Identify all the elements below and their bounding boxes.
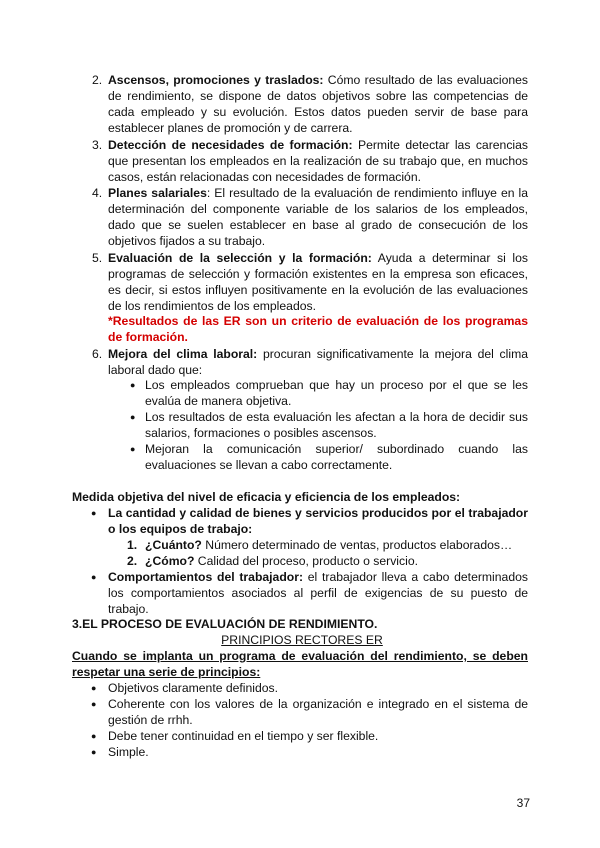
bullet-icon: ● xyxy=(91,508,97,518)
list-number: 2. xyxy=(127,554,138,568)
list-number: 6. xyxy=(92,347,103,361)
list-number: 5. xyxy=(92,251,103,265)
bullet-icon: ● xyxy=(91,699,97,709)
list-item: Planes salariales: El resultado de la evaluación de rendimiento influye en la determinación del componente variable de los salarios de los empleados, dado que se suelen establecer en base al grado de consecución de los objetivos fijados a su trabajo. xyxy=(108,186,528,248)
bullet-icon: ● xyxy=(130,444,136,454)
list-item: Detección de necesidades de formación: Permite detectar las carencias que presentan los empleados en la realización de su trabajo que, en muchos casos, están relacionadas con necesidades de formación. xyxy=(108,138,528,184)
list-item: Evaluación de la selección y la formación: Ayuda a determinar si los programas de selección y formación existentes en la empresa son eficaces, es decir, si estos influyen positivamente en la evolución de las evaluaciones de los rendimientos de los empleados. xyxy=(108,251,528,313)
bullet-icon: ● xyxy=(130,380,136,390)
principios-title: PRINCIPIOS RECTORES ER xyxy=(221,633,383,647)
list-item: Comportamientos del trabajador: el trabajador lleva a cabo determinados los comportamientos asociados al perfil de exigencias de su puesto de trabajo. xyxy=(108,570,528,616)
list-item: Los resultados de esta evaluación les afectan a la hora de decidir sus salarios, formaciones o posibles ascensos. xyxy=(145,410,528,440)
list-item: Debe tener continuidad en el tiempo y ser flexible. xyxy=(108,729,379,743)
bullet-icon: ● xyxy=(91,572,97,582)
page-number: 37 xyxy=(516,796,530,810)
list-item: ¿Cuánto? Número determinado de ventas, productos elaborados… xyxy=(145,538,513,552)
red-note: *Resultados de las ER son un criterio de evaluación de los programas de formación. xyxy=(108,314,528,344)
bullet-icon: ● xyxy=(91,747,97,757)
list-number: 1. xyxy=(127,538,138,552)
list-item: ¿Cómo? Calidad del proceso, producto o servicio. xyxy=(145,554,418,568)
list-item: Mejoran la comunicación superior/ subordinado cuando las evaluaciones se llevan a cabo correctamente. xyxy=(145,442,528,472)
medida-heading: Medida objetiva del nivel de eficacia y eficiencia de los empleados: xyxy=(72,490,461,504)
list-item: Ascensos, promociones y traslados: Cómo resultado de las evaluaciones de rendimiento, se dispone de datos objetivos sobre las competencias de cada empleado y su evolución. Estos datos pueden servir de base para establecer planes de promoción y de carrera. xyxy=(108,73,528,135)
list-item: Objetivos claramente definidos. xyxy=(108,681,279,695)
section-title: 3.EL PROCESO DE EVALUACIÓN DE RENDIMIENTO. xyxy=(72,617,378,631)
list-item: Coherente con los valores de la organización e integrado en el sistema de gestión de rrhh. xyxy=(108,697,528,727)
list-item: Los empleados comprueban que hay un proceso por el que se les evalúa de manera objetiva. xyxy=(145,378,528,408)
bullet-icon: ● xyxy=(130,412,136,422)
list-number: 2. xyxy=(92,73,103,87)
list-item: La cantidad y calidad de bienes y servicios producidos por el trabajador o los equipos de trabajo: xyxy=(108,506,528,536)
list-item: Simple. xyxy=(108,745,149,759)
list-item: Mejora del clima laboral: procuran significativamente la mejora del clima laboral dado que: xyxy=(108,347,528,377)
bullet-icon: ● xyxy=(91,683,97,693)
list-number: 3. xyxy=(92,138,103,152)
list-number: 4. xyxy=(92,186,103,200)
principios-intro: Cuando se implanta un programa de evaluación del rendimiento, se deben respetar una serie de principios: xyxy=(72,649,528,679)
bullet-icon: ● xyxy=(91,731,97,741)
